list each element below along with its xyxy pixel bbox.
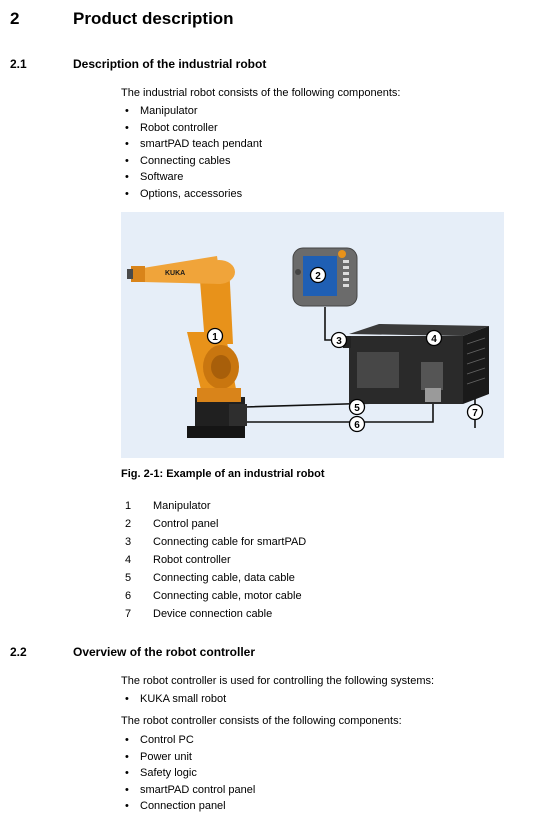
robot-brand-label: KUKA xyxy=(165,270,186,277)
svg-text:5: 5 xyxy=(354,403,360,414)
legend-number: 5 xyxy=(125,572,132,584)
legend-text: Device connection cable xyxy=(153,608,273,620)
legend-text: Connecting cable for smartPAD xyxy=(153,536,307,548)
callout-5 xyxy=(350,400,365,415)
system-list xyxy=(121,691,226,708)
section-title: Description of the industrial robot xyxy=(73,57,267,71)
list-item: • Options, accessories xyxy=(121,186,262,203)
industrial-robot-figure xyxy=(121,212,504,458)
section-number: 2.2 xyxy=(10,645,27,659)
callout-6 xyxy=(350,417,365,432)
legend-text: Connecting cable, motor cable xyxy=(153,590,302,602)
list-item: • Safety logic xyxy=(121,765,255,782)
legend-number: 2 xyxy=(125,518,132,530)
list-item: • smartPAD control panel xyxy=(121,782,255,799)
list-item: • Control PC xyxy=(121,732,255,749)
legend-text: Control panel xyxy=(153,518,219,530)
svg-text:3: 3 xyxy=(336,336,342,347)
list-item: • KUKA small robot xyxy=(121,691,226,708)
callout-1 xyxy=(208,329,223,344)
legend-number: 6 xyxy=(125,590,132,602)
callout-3 xyxy=(332,333,347,348)
legend-number: 3 xyxy=(125,536,132,548)
section-number: 2.1 xyxy=(10,57,27,71)
component-list xyxy=(121,103,262,203)
legend-text: Robot controller xyxy=(153,554,231,566)
legend-number: 7 xyxy=(125,608,132,620)
list-item: • Connecting cables xyxy=(121,153,262,170)
legend-number: 1 xyxy=(125,500,132,512)
chapter-title: Product description xyxy=(73,9,234,28)
chapter-number: 2 xyxy=(10,9,20,28)
legend-number: 4 xyxy=(125,554,132,566)
svg-text:1: 1 xyxy=(212,332,218,343)
list-item: • Software xyxy=(121,169,262,186)
section-title: Overview of the robot controller xyxy=(73,645,256,659)
list-item: • smartPAD teach pendant xyxy=(121,136,262,153)
robot-illustration xyxy=(121,212,504,458)
svg-text:4: 4 xyxy=(431,334,437,345)
legend-text: Manipulator xyxy=(153,500,211,512)
callout-7 xyxy=(468,405,483,420)
svg-text:2: 2 xyxy=(315,271,321,282)
svg-text:6: 6 xyxy=(354,420,360,431)
list-item: • Manipulator xyxy=(121,103,262,120)
section-intro: The robot controller consists of the following components: xyxy=(121,715,402,727)
section-intro: The robot controller is used for controlling the following systems: xyxy=(121,675,435,687)
component-list xyxy=(121,732,255,815)
section-intro: The industrial robot consists of the following components: xyxy=(121,87,401,99)
list-item: • Connection panel xyxy=(121,798,255,815)
legend-text: Connecting cable, data cable xyxy=(153,572,295,584)
callout-4 xyxy=(427,331,442,346)
list-item: • Robot controller xyxy=(121,120,262,137)
figure-caption: Fig. 2-1: Example of an industrial robot xyxy=(121,468,325,480)
svg-text:7: 7 xyxy=(472,408,478,419)
callout-2 xyxy=(311,268,326,283)
list-item: • Power unit xyxy=(121,749,255,766)
